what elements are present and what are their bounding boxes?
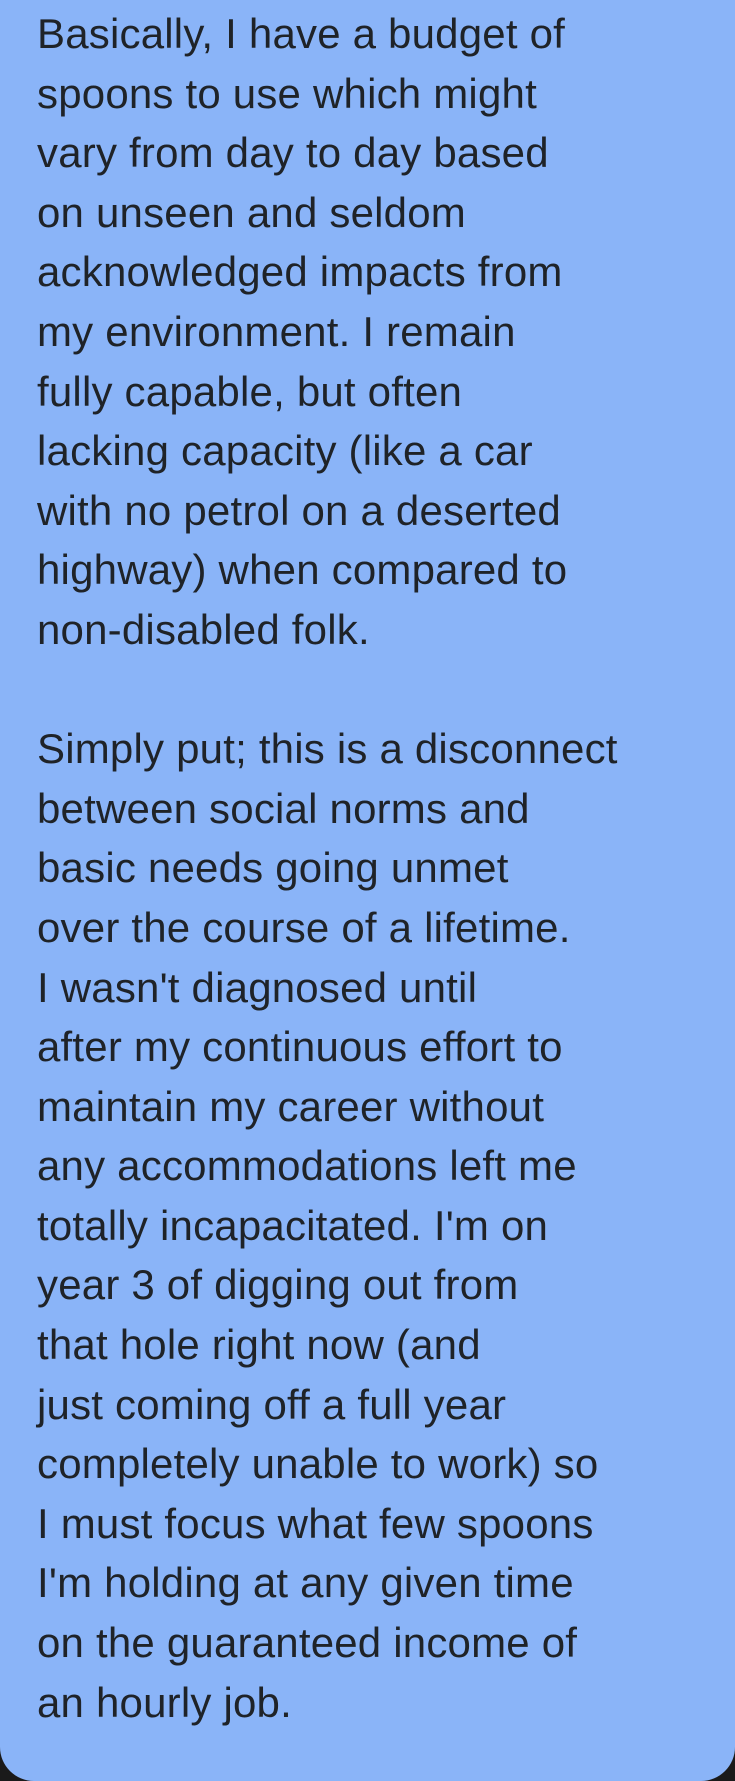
message-line: highway) when compared to	[37, 546, 568, 594]
message-line: on the guaranteed income of	[37, 1619, 578, 1667]
message-line: lacking capacity (like a car	[37, 427, 533, 475]
message-paragraph-2	[37, 719, 735, 1732]
message-line: I'm holding at any given time	[37, 1559, 574, 1607]
message-line: I wasn't diagnosed until	[37, 963, 478, 1011]
message-line: any accommodations left me	[37, 1142, 577, 1190]
message-line: totally incapacitated. I'm on	[37, 1201, 549, 1249]
message-line: over the course of a lifetime.	[37, 903, 571, 951]
message-line: between social norms and	[37, 784, 530, 832]
message-line: acknowledged impacts from	[37, 248, 563, 296]
message-line: fully capable, but often	[37, 367, 463, 415]
message-line: basic needs going unmet	[37, 844, 509, 892]
message-line: an hourly job.	[37, 1678, 292, 1726]
message-line: vary from day to day based	[37, 129, 549, 177]
message-line: non-disabled folk.	[37, 605, 370, 653]
paragraph-gap	[37, 660, 735, 720]
message-line: I must focus what few spoons	[37, 1499, 594, 1547]
message-line: Basically, I have a budget of	[37, 10, 566, 57]
message-line: completely unable to work) so	[37, 1440, 599, 1488]
message-line: after my continuous effort to	[37, 1023, 563, 1071]
message-paragraph-1	[37, 4, 735, 660]
message-line: my environment. I remain	[37, 307, 516, 355]
message-line: year 3 of digging out from	[37, 1261, 519, 1309]
message-line: Simply put; this is a disconnect	[37, 725, 618, 773]
message-line: on unseen and seldom	[37, 188, 466, 236]
message-line: just coming off a full year	[37, 1380, 507, 1428]
message-line: with no petrol on a deserted	[37, 486, 561, 534]
message-line: maintain my career without	[37, 1082, 545, 1130]
message-line: that hole right now (and	[37, 1321, 481, 1369]
message-line: spoons to use which might	[37, 69, 537, 117]
